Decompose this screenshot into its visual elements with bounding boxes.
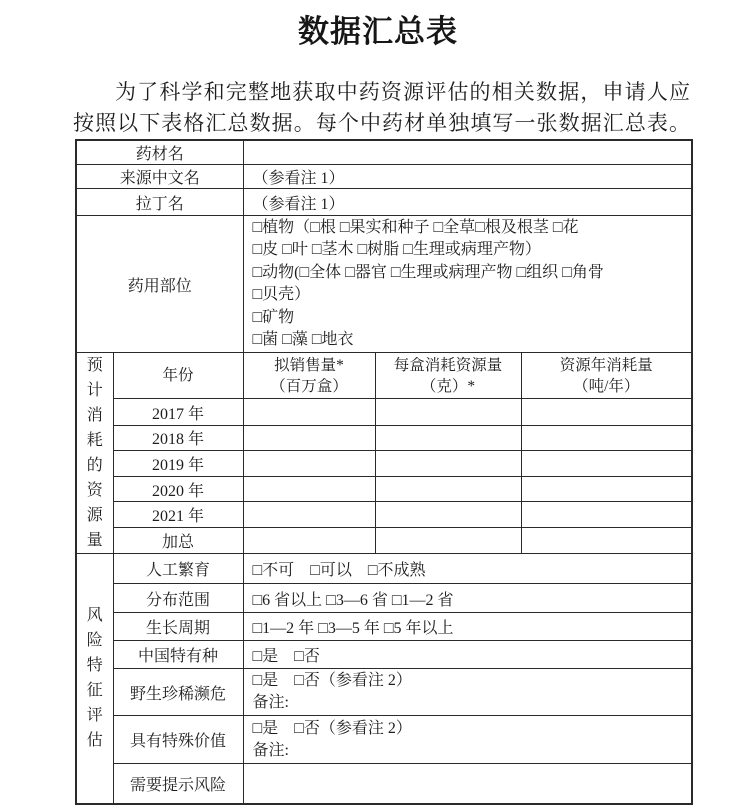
- distribution-range-label: 分布范围: [113, 584, 243, 613]
- data-cell: [521, 527, 692, 553]
- data-cell: [243, 527, 375, 553]
- annual-resource-consumption-header: [521, 353, 692, 399]
- data-cell: [243, 450, 375, 476]
- growth-cycle-label: 生长周期: [113, 613, 243, 641]
- latin-name-label: 拉丁名: [76, 189, 243, 216]
- table-row: [76, 669, 692, 716]
- estimated-consumption-vertical-text: 预计消耗的资源量: [86, 357, 103, 549]
- data-cell: [375, 502, 521, 527]
- year-2020-label: 2020 年: [113, 477, 243, 502]
- wild-rare-endangered-options-cell: [243, 669, 692, 716]
- year-column-header: 年份: [113, 353, 243, 399]
- source-chinese-name-label: 来源中文名: [76, 165, 243, 189]
- fungus-algae-lichen-line: □菌 □藻 □地衣: [252, 331, 354, 348]
- total-row-label: 加总: [113, 527, 243, 553]
- data-cell: [521, 477, 692, 502]
- table-row: [76, 764, 692, 804]
- intro-line-1: 为了科学和完整地获取中药资源评估的相关数据，申请人应: [115, 80, 690, 104]
- plant-options-line-1: □植物（□根 □果实和种子 □全草□根及根茎 □花: [252, 218, 579, 236]
- medicinal-part-label: 药用部位: [76, 216, 243, 353]
- data-cell: [243, 425, 375, 450]
- intro-line-2: 按照以下表格汇总数据。每个中药材单独填写一张数据汇总表。: [73, 111, 690, 135]
- distribution-range-options-cell: □6 省以上 □3—6 省 □1—2 省: [243, 584, 692, 613]
- annual-resource-consumption-header-line2: （吨/年）: [573, 377, 640, 395]
- data-cell: [375, 425, 521, 450]
- medicinal-part-options-cell: [243, 216, 692, 353]
- annual-resource-consumption-header-line1: 资源年消耗量: [559, 356, 653, 374]
- table-row: [76, 216, 692, 353]
- artificial-breeding-options-cell: □不可 □可以 □不成熟: [243, 554, 692, 584]
- data-cell: [521, 450, 692, 476]
- planned-sales-volume-header-line1: 拟销售量*: [274, 356, 344, 374]
- table-row: [76, 189, 692, 216]
- growth-cycle-options-cell: □1—2 年 □3—5 年 □5 年以上: [243, 613, 692, 641]
- special-value-label: 具有特殊价值: [113, 716, 243, 764]
- latin-name-value-cell: （参看注 1）: [243, 189, 692, 216]
- plant-options-line-2: □皮 □叶 □茎木 □树脂 □生理或病理产物）: [252, 241, 541, 258]
- source-chinese-name-value-cell: （参看注 1）: [243, 165, 692, 189]
- resource-per-box-header: [375, 353, 521, 399]
- resource-per-box-header-line1: 每盒消耗资源量: [393, 356, 503, 374]
- table-row: [76, 425, 692, 450]
- data-cell: [375, 477, 521, 502]
- data-cell: [375, 527, 521, 553]
- mineral-option-line: □矿物: [252, 308, 295, 326]
- table-row: [76, 527, 692, 553]
- estimated-consumption-section-label: [76, 353, 113, 554]
- artificial-breeding-label: 人工繁育: [113, 554, 243, 584]
- page-title: 数据汇总表: [298, 14, 458, 49]
- planned-sales-volume-header: [243, 353, 375, 399]
- special-value-note-line: 备注:: [252, 741, 289, 759]
- wild-rare-endangered-options-line: □是 □否（参看注 2）: [252, 672, 412, 689]
- planned-sales-volume-header-line2: （百万盒）: [270, 377, 348, 395]
- special-value-options-line: □是 □否（参看注 2）: [252, 719, 412, 737]
- table-row: [76, 399, 692, 425]
- table-row: [76, 450, 692, 476]
- animal-options-line-2: □贝壳）: [252, 286, 311, 303]
- table-row: [76, 165, 692, 189]
- data-cell: [375, 399, 521, 425]
- data-cell: [521, 425, 692, 450]
- special-value-options-cell: [243, 716, 692, 764]
- data-cell: [375, 450, 521, 476]
- table-row: [76, 140, 692, 165]
- risk-alert-value-cell: [243, 764, 692, 804]
- table-row: [76, 502, 692, 527]
- year-2018-label: 2018 年: [113, 425, 243, 450]
- wild-rare-endangered-label: 野生珍稀濒危: [113, 669, 243, 716]
- intro-paragraph: [73, 77, 690, 139]
- data-cell: [243, 477, 375, 502]
- china-endemic-species-options-cell: □是 □否: [243, 641, 692, 669]
- year-2021-label: 2021 年: [113, 502, 243, 527]
- china-endemic-species-label: 中国特有种: [113, 641, 243, 669]
- data-cell: [521, 399, 692, 425]
- table-row: [76, 477, 692, 502]
- table-row: [76, 554, 692, 584]
- table-row: [76, 613, 692, 641]
- wild-rare-endangered-note-line: 备注:: [252, 694, 289, 711]
- data-cell: [243, 399, 375, 425]
- year-2019-label: 2019 年: [113, 450, 243, 476]
- risk-assessment-vertical-text: 风险特征评估: [86, 607, 103, 750]
- risk-alert-label: 需要提示风险: [113, 764, 243, 804]
- table-row: [76, 353, 692, 399]
- table-row: [76, 584, 692, 613]
- data-summary-table: [75, 139, 693, 805]
- drug-name-label: 药材名: [76, 140, 243, 165]
- animal-options-line-1: □动物(□全体 □器官 □生理或病理产物 □组织 □角骨: [252, 263, 604, 281]
- risk-assessment-section-label: [76, 554, 113, 804]
- resource-per-box-header-line2: （克）*: [420, 377, 476, 395]
- table-row: [76, 716, 692, 764]
- data-cell: [521, 502, 692, 527]
- drug-name-value-cell: [243, 140, 692, 165]
- year-2017-label: 2017 年: [113, 399, 243, 425]
- table-row: [76, 641, 692, 669]
- data-cell: [243, 502, 375, 527]
